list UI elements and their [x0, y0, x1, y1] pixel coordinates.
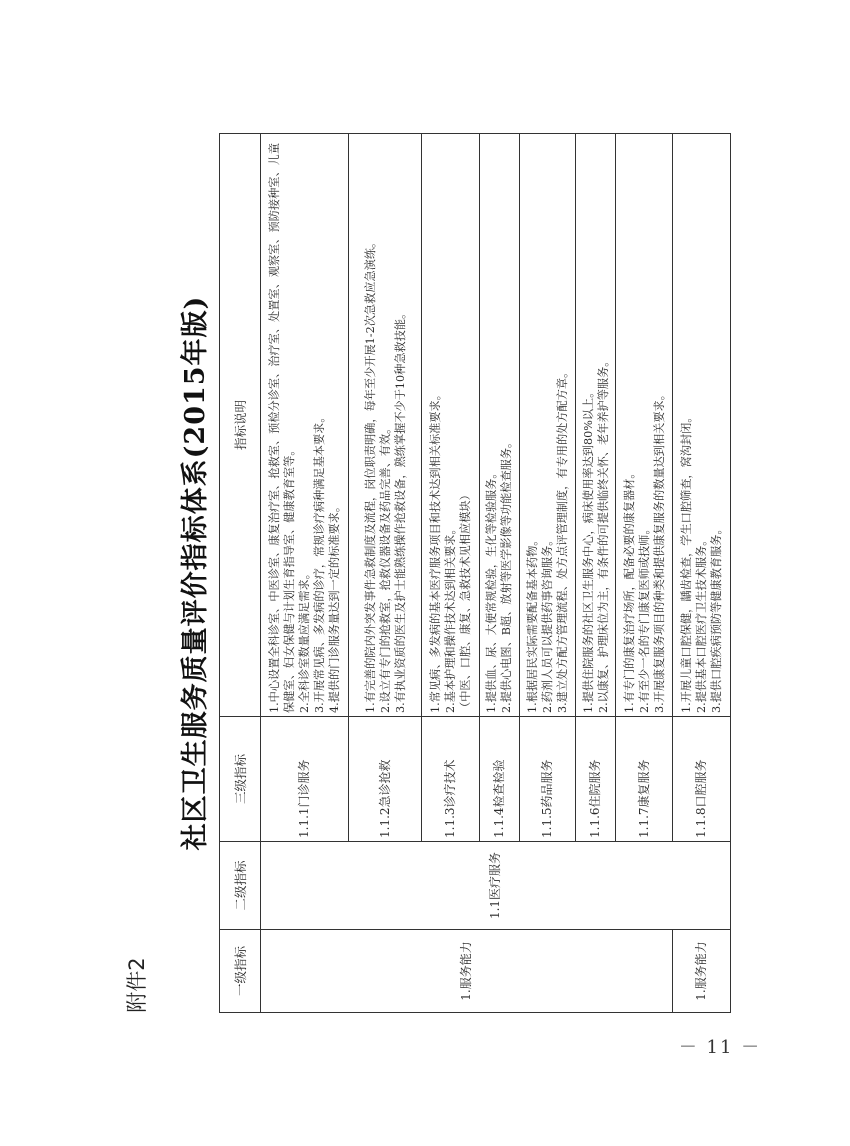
header-description: 指标说明 — [220, 134, 261, 717]
description-cell — [520, 134, 576, 717]
level1-cell: 1.服务能力 — [261, 930, 673, 1013]
description-line: 3.开展常见病、多发病的诊疗，常规诊疗病种满足基本要求。 — [313, 411, 327, 713]
header-level2: 二级指标 — [220, 842, 261, 930]
description-line: 2.提供基本口腔医疗卫生技术服务。 — [694, 534, 708, 713]
description-line: 1.常见病、多发病的基本医疗服务项目和技术达到相关标准要求。 — [428, 389, 442, 713]
level2-cell: 1.1医疗服务 — [261, 842, 731, 930]
description-line: 3.开展康复服务项目的种类和提供康复服务的数量达到相关要求。 — [652, 389, 666, 713]
level3-cell: 1.1.5药品服务 — [520, 717, 576, 842]
description-cell — [616, 134, 672, 717]
indicator-table — [219, 133, 731, 1013]
description-line: 2.全科诊室数量应满足需求。 — [298, 568, 312, 713]
description-cell — [261, 134, 349, 717]
level3-cell: 1.1.8口腔服务 — [672, 717, 730, 842]
description-cell — [576, 134, 616, 717]
level3-cell: 1.1.6住院服务 — [576, 717, 616, 842]
description-line: 1.有专门的康复治疗场所，配备必要的康复器材。 — [622, 467, 636, 713]
description-cell — [672, 134, 730, 717]
page-number: － 11 － — [678, 1037, 762, 1058]
description-cell — [349, 134, 421, 717]
description-line: 2.设立有专门的抢救室，抢救仪器设备及药品完善、有效。 — [378, 422, 392, 713]
description-cell — [479, 134, 519, 717]
description-line: 2.以康复、护理床位为主，有条件的可提供临终关怀、老年养护等服务。 — [596, 355, 610, 713]
header-level3: 三级指标 — [220, 717, 261, 842]
description-line: 1.提供住院服务的社区卫生服务中心，病床使用率达到80%以上。 — [581, 386, 595, 713]
description-line: 2.基本护理和操作技术达到相关要求。 — [443, 523, 457, 713]
table-row — [261, 134, 349, 1013]
description-line: 1.中心设置全科诊室、中医诊室、康复治疗室、抢救室、预检分诊室、治疗室、处置室、观察室、预防接种室、儿童保健室、妇女保健与计划生育指导室、健康教育室等。 — [268, 142, 297, 713]
description-line: 3.有执业资质的医生及护士能熟练操作抢救设备，熟练掌握不少于10种急救技能。 — [393, 307, 407, 713]
description-line: 2.药剂人员可以提供药事咨询服务。 — [541, 534, 555, 713]
description-line: 2.提供心电图、B超、放射等医学影像等功能检查服务。 — [500, 436, 514, 713]
description-line: 1.提供血、尿、大便常规检验，生化等检验服务。 — [485, 467, 499, 713]
description-line: 1.开展儿童口腔保健，龋齿检查，学生口腔筛查，窝沟封闭。 — [679, 411, 693, 713]
level3-cell: 1.1.1门诊服务 — [261, 717, 349, 842]
table-header-row — [220, 134, 261, 1013]
rotated-landscape-page — [175, 133, 735, 1013]
level3-cell: 1.1.2急诊抢救 — [349, 717, 421, 842]
description-line: （中医、口腔、康复、急救技术见相应模块） — [458, 489, 472, 713]
level3-cell: 1.1.4检查检验 — [479, 717, 519, 842]
description-cell — [421, 134, 479, 717]
description-line: 4.提供的门诊服务量达到一定的标准要求。 — [328, 500, 342, 713]
header-level1: 一级指标 — [220, 930, 261, 1013]
attachment-label: 附件2 — [125, 957, 149, 1013]
description-line: 3.建立处方配方管理流程、处方点评管理制度，有专用的处方配方章。 — [556, 366, 570, 713]
description-line: 2.有至少一名的专门康复医师或技师。 — [637, 523, 651, 713]
level3-cell: 1.1.3诊疗技术 — [421, 717, 479, 842]
document-title: 社区卫生服务质量评价指标体系(2015年版) — [180, 295, 211, 851]
level1-cell-continued: 1.服务能力 — [672, 930, 730, 1013]
description-line: 1.根据居民实际需要配备基本药物。 — [526, 534, 540, 713]
description-line: 1.有完善的院内外突发事件急救制度及流程，岗位职责明确，每年至少开展1-2次急救应急演练。 — [363, 236, 377, 713]
level3-cell: 1.1.7康复服务 — [616, 717, 672, 842]
description-line: 3.提供口腔疾病预防等健康教育服务。 — [709, 523, 723, 713]
